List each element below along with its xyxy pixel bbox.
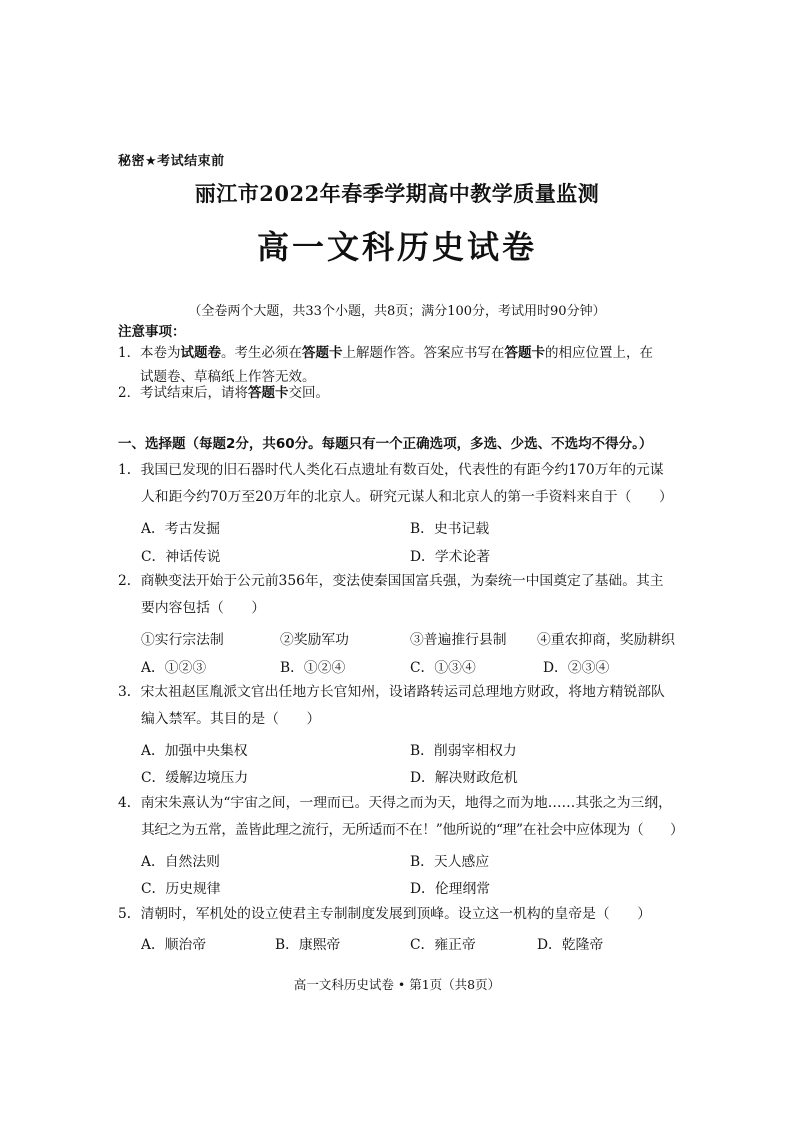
question-4-continued: 其纪之为五常，盖皆此理之流行，无所适而不在！”他所说的“理”在社会中应体现为（ ） xyxy=(141,822,684,838)
question-number: 2． xyxy=(118,573,141,589)
question-text: 南宋朱熹认为“宇宙之间，一理而已。天得之而为天，地得之而为地……其张之为三纲， xyxy=(140,795,672,811)
option-b: B．削弱宰相权力 xyxy=(410,743,517,759)
question-text: 清朝时，军机处的设立使君主专制制度发展到顶峰。设立这一机构的皇帝是（ ） xyxy=(140,906,652,922)
option-c: C．历史规律 xyxy=(141,881,221,897)
note-text: 上解题作答。答案应书写在 xyxy=(342,345,505,361)
option-b: B．史书记载 xyxy=(410,521,490,537)
option-d: D．学术论著 xyxy=(410,549,491,565)
statement-4: ④重农抑商，奖励耕织 xyxy=(537,632,675,648)
question-2 xyxy=(118,569,664,593)
option-c: C．神话传说 xyxy=(141,549,221,565)
note-item-2 xyxy=(118,381,678,405)
confidential-label: 秘密★考试结束前 xyxy=(118,154,225,169)
question-2-continued: 要内容包括（ ） xyxy=(141,600,266,616)
question-number: 4． xyxy=(118,795,141,811)
note-text: 交回。 xyxy=(288,385,329,401)
note-number: 2． xyxy=(118,385,141,401)
page-footer: 高一文科历史试卷 • 第1页（共8页） xyxy=(293,977,501,992)
option-d: D．解决财政危机 xyxy=(410,770,518,786)
question-3 xyxy=(118,680,665,704)
option-a: A．加强中央集权 xyxy=(141,743,248,759)
option-a: A．①②③ xyxy=(141,660,207,676)
option-c: C．雍正帝 xyxy=(410,937,476,953)
question-number: 3． xyxy=(118,684,141,700)
option-d: D．②③④ xyxy=(543,660,610,676)
note-text: 的相应位置上，在 xyxy=(545,345,653,361)
note-emphasis: 试题卷 xyxy=(180,345,221,361)
question-5 xyxy=(118,902,651,926)
note-emphasis: 答题卡 xyxy=(302,345,343,361)
option-d: D．乾隆帝 xyxy=(537,937,604,953)
note-text: 。考生必须在 xyxy=(221,345,302,361)
question-3-continued: 编入禁军。其目的是（ ） xyxy=(141,711,321,727)
question-text: 宋太祖赵匡胤派文官出任地方长官知州，设诸路转运司总理地方财政，将地方精锐部队 xyxy=(140,684,665,700)
question-1 xyxy=(118,458,664,482)
statement-3: ③普遍推行县制 xyxy=(410,632,507,648)
question-number: 5． xyxy=(118,906,141,922)
option-a: A．考古发掘 xyxy=(141,521,220,537)
exam-subject-title: 高一文科历史试卷 xyxy=(256,228,537,266)
question-4 xyxy=(118,791,672,815)
note-continuation: 试题卷、草稿纸上作答无效。 xyxy=(140,369,316,385)
notes-heading: 注意事项： xyxy=(118,324,186,340)
option-a: A．自然法则 xyxy=(141,854,220,870)
option-b: B．①②④ xyxy=(280,660,346,676)
note-number: 1． xyxy=(118,345,141,361)
option-d: D．伦理纲常 xyxy=(410,881,491,897)
note-emphasis: 答题卡 xyxy=(504,345,545,361)
question-1-continued: 人和距今约70万至20万年的北京人。研究元谋人和北京人的第一手资料来自于（ ） xyxy=(141,489,673,505)
question-text: 我国已发现的旧石器时代人类化石点遗址有数百处，代表性的有距今约170万年的元谋 xyxy=(140,462,664,478)
note-text: 本卷为 xyxy=(140,345,181,361)
note-emphasis: 答题卡 xyxy=(248,385,289,401)
exam-title: 丽江市2022年春季学期高中教学质量监测 xyxy=(194,181,600,206)
statement-1: ①实行宗法制 xyxy=(141,632,224,648)
exam-info: （全卷两个大题，共33个小题，共8页；满分100分，考试用时90分钟） xyxy=(188,304,606,319)
question-text: 商鞅变法开始于公元前356年，变法使秦国国富兵强，为秦统一中国奠定了基础。其主 xyxy=(140,573,664,589)
option-c: C．①③④ xyxy=(410,660,476,676)
question-number: 1． xyxy=(118,462,141,478)
section-title: 一、选择题（每题2分，共60分。每题只有一个正确选项，多选、少选、不选均不得分。） xyxy=(118,436,653,452)
option-c: C．缓解边境压力 xyxy=(141,770,249,786)
statement-2: ②奖励军功 xyxy=(280,632,349,648)
option-a: A．顺治帝 xyxy=(141,937,207,953)
note-text: 考试结束后，请将 xyxy=(140,385,248,401)
option-b: B．康熙帝 xyxy=(275,937,341,953)
option-b: B．天人感应 xyxy=(410,854,490,870)
